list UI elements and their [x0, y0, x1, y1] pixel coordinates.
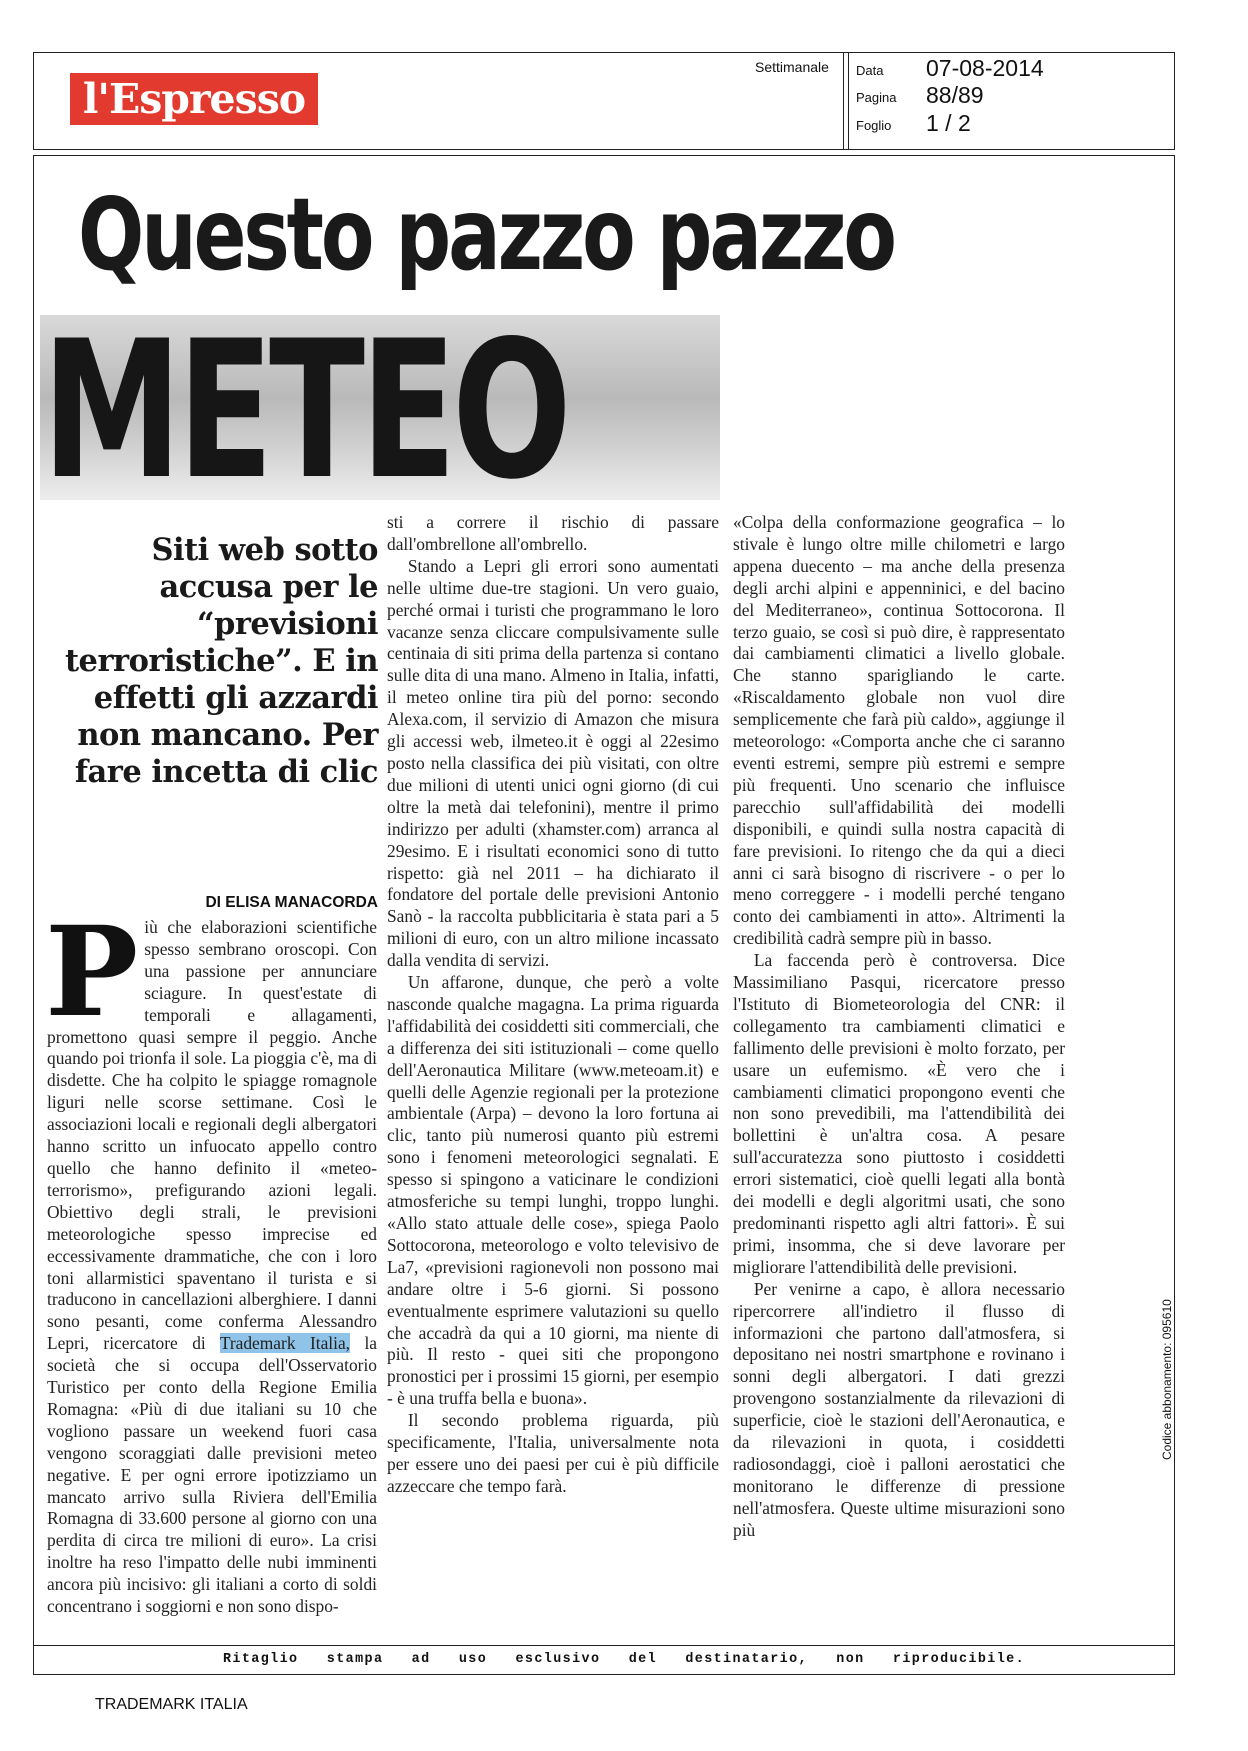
column-3-paragraph: La faccenda però è controversa. Dice Massimiliano Pasqui, ricercatore presso l'Istituto di Biometeorologia del CNR: il collegamento tra cambiamenti climatici e fallimento delle previsioni è molto forzato, per usare un eufemismo. «È vero che i cambiamenti climatici propongono eventi che non sono prevedibili, ma l'attendibilità dei bollettini è un'altra cosa. A pesare sull'accuratezza sono piuttosto i cosiddetti errori sistematici, cioè quelli legati alla bontà dei modelli e degli algoritmi usati, che sono predominanti rispetto agli altri fattori». È sui primi, insomma, che si deve lavorare per migliorare l'attendibilità delle previsioni.: [733, 950, 1065, 1277]
column-3-paragraph: «Colpa della conformazione geografica – lo stivale è lungo oltre mille chilometri e largo appena duecento – ma anche della presenza degli archi alpini e appenninici, e del bacino del Mediterraneo», continua Sottocorona. Il terzo guaio, se così si può dire, è rappresentato dai cambiamenti climatici a livello globale. Che stanno sparigliando le carte. «Riscaldamento globale non vuol dire semplicemente che farà più caldo», aggiunge il meteorologo: «Comporta anche che ci saranno eventi estremi, sempre più estremi e sempre più frequenti. Uno scenario che influisce parecchio sull'affidabilità dei modelli disponibili, e quindi sulla nostra capacità di fare previsioni. Io ritengo che da qui a dieci anni ci sarà bisogno di riscrivere - o per lo meno correggere - i modelli perché tengano conto dei cambiamenti in atto». Altrimenti la credibilità cadrà sempre più in basso.: [733, 512, 1065, 949]
foglio-value: 1 / 2: [926, 110, 971, 136]
column-2-paragraph: sti a correre il rischio di passare dall'ombrellone all'ombrello.: [387, 512, 719, 554]
column-2-paragraph: Un affarone, dunque, che però a volte nasconde qualche magagna. La prima riguarda l'affidabilità dei cosiddetti siti commerciali, che a differenza dei siti istituzionali – come quello dell'Aeronautica Militare (www.meteoam.it) e quelli delle Agenzie regionali per la protezione ambientale (Arpa) – devono la loro fortuna ai clic, tanto più numerosi quanto più estremi sono i fenomeni meteorologici segnalati. E spesso si spingono a vaticinare le condizioni atmosferiche su tempi lunghi, troppo lunghi. «Allo stato attuale delle cose», spiega Paolo Sottocorona, meteorologo e volto televisivo de La7, «previsioni ragionevoli non possono mai andare oltre i 5-6 giorni. Si possono eventualmente esprimere valutazioni su quello che accadrà da qui a 10 giorni, ma niente di più. Il resto - quei siti che propongono pronostici per i prossimi 15 giorni, per esempio - è una truffa bella e buona».: [387, 972, 719, 1409]
drop-cap: P: [45, 900, 139, 1045]
column-2-paragraph: Il secondo problema riguarda, più specificamente, l'Italia, universalmente nota per essere uno dei paesi per cui è più difficile azzeccare che tempo farà.: [387, 1410, 719, 1496]
pagina-label: Pagina: [856, 90, 897, 105]
column-3-paragraph: Per venirne a capo, è allora necessario ripercorrere all'indietro il flusso di informazioni che partono dall'atmosfera, si depositano nei nostri smartphone e rovinano i sonni degli albergatori. I dati grezzi provengono sostanzialmente da rilevazioni di superficie, cioè le stazioni dell'Aeronautica, e da rilevazioni in quota, i cosiddetti radiosondaggi, cioè i palloni aerostatici che monitorano le differenze di pressione nell'atmosfera. Queste ultime misurazioni sono più: [733, 1278, 1065, 1540]
column-1-text-a: iù che elaborazioni scientifiche spesso sembrano oroscopi. Con una passione per annunciare sciagure. In quest'estate di temporali e allagamenti, promettono quasi sempre il peggio. Anche quando poi trionfa il sole. La pioggia c'è, ma di disdette. Che ha colpito le spiagge romagnole liguri nelle scorse settimane. Così le associazioni locali e regionali degli albergatori hanno scritto un infuocato appello contro quello che hanno definito il «meteo-terrorismo», prefigurando azioni legali. Obiettivo degli strali, le previsioni meteorologiche spesso imprecise ed eccessivamente drammatiche, che con i loro toni allarmistici spaventano il turista e si traducono in cancellazioni alberghiere. I danni sono pesanti, come conferma Alessandro Lepri, ricercatore di: [47, 917, 377, 1354]
data-value: 07-08-2014: [926, 55, 1044, 81]
subscription-code: Codice abbonamento: 095610: [1160, 1299, 1174, 1460]
header-divider: [843, 52, 846, 150]
headline-line2: METEO: [42, 300, 568, 521]
column-1-text-b: la società che si occupa dell'Osservatorio Turistico per conto della Regione Emilia Romagna: «Più di due italiani su 10 che vogliono passare un weekend fuori casa vengono scoraggiati dalle previsioni meteo negative. E per ogni errore ipotizziamo un mancato arrivo sulla Riviera dell'Emilia Romagna di 33.600 persone al giorno con una perdita di circa tre milioni di euro». La crisi inoltre ha reso l'impatto delle nubi imminenti ancora più incisivo: gli italiani a corto di soldi concentrano i soggiorni e non sono dispo-: [47, 1333, 377, 1617]
pagina-value: 88/89: [926, 82, 984, 108]
data-label: Data: [856, 63, 884, 78]
foglio-label: Foglio: [856, 118, 892, 133]
reproduction-notice: Ritaglio stampa ad uso esclusivo del destinatario, non riproducibile.: [222, 1652, 1026, 1667]
article-column-3: [733, 512, 1065, 1542]
byline: DI ELISA MANACORDA: [205, 894, 378, 911]
source-label: TRADEMARK ITALIA: [95, 1696, 248, 1713]
headline-line1: Questo pazzo pazzo: [78, 176, 894, 293]
article-deck: Siti web sotto accusa per le “previsioni terroristiche”. E in effetti gli azzardi non mancano. Per fare incetta di clic: [64, 532, 378, 790]
column-2-paragraph: Stando a Lepri gli errori sono aumentati nelle ultime due-tre stagioni. Un vero guaio, perché ormai i turisti che programmano le loro vacanze senza cliccare compulsivamente sulle centinaia di siti prima della partenza si contano sulle dita di una mano. Almeno in Italia, infatti, il meteo online tira più del porno: secondo Alexa.com, il servizio di Amazon che misura gli accessi web, ilmeteo.it è oggi al 22esimo posto nella classifica dei più visitati, con oltre due milioni di utenti unici ogni giorno (di cui oltre la metà dai telefonini), mentre il primo indirizzo per adulti (xhamster.com) arranca al 29esimo. E i risultati economici sono di tutto rispetto: già nel 2011 – ha dichiarato il fondatore del portale delle previsioni Antonio Sanò - la raccolta pubblicitaria è stata pari a 5 milioni di euro, con un altro milione incassato dalla vendita di servizi.: [387, 555, 719, 971]
publication-logo: l'Espresso: [70, 73, 318, 125]
frequency-label: Settimanale: [755, 59, 829, 75]
article-column-2: [387, 512, 719, 1498]
highlighted-text: Trademark Italia,: [219, 1333, 351, 1354]
